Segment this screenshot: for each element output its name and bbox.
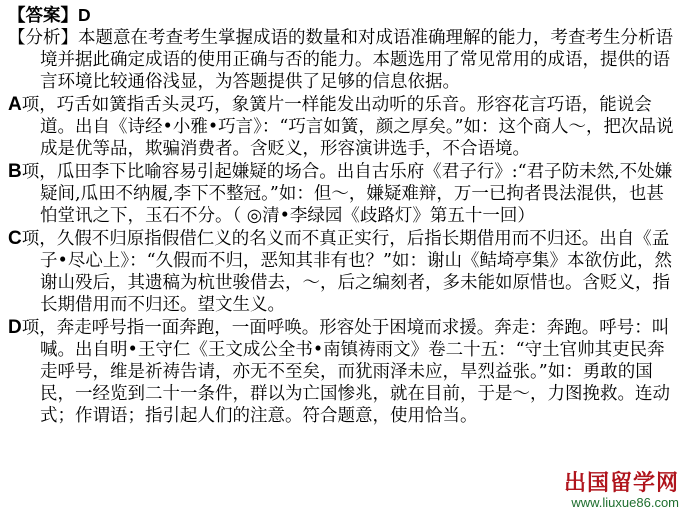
watermark-url: www.liuxue86.com <box>571 495 679 510</box>
option-c-suffix: 项， <box>21 229 57 249</box>
watermark-title: 出国留学网 <box>563 471 679 496</box>
option-d-suffix: 项， <box>21 318 57 338</box>
analysis-text: 本题意在考查考生掌握成语的数量和对成语准确理解的能力，考查考生分析语境并据此确定成语的使用正确与否的能力。本题选用了常见常用的成语，提供的语言环境比较通俗浅显，为答题提供了足够的信息依据。 <box>40 28 673 92</box>
option-b-paragraph <box>8 161 680 227</box>
analysis-label: 【分析】 <box>8 28 78 48</box>
answer-value: D <box>78 5 91 25</box>
answer-line <box>8 4 680 27</box>
document-body <box>8 4 680 427</box>
answer-label: 【答案】 <box>8 6 78 26</box>
option-b-suffix: 项， <box>21 162 57 182</box>
option-c-letter: C <box>8 228 22 249</box>
option-a-letter: A <box>8 94 22 115</box>
option-d-text: 奔走呼号指一面奔跑，一面呼唤。形容处于困境而求援。奔走：奔跑。呼号：叫喊。出自明•王守仁《王文成公全书•南镇祷雨文》卷二十五：“守土官帅其吏民奔走呼号，维是祈祷告请，亦无不至矣，而犹雨泽未应，旱烈益张。”如：勇敢的国民，一经览到二十一条件，群以为亡国惨兆，就在目前，于是～，力图挽救。连动式；作谓语；指引起人们的注意。符合题意，使用恰当。 <box>40 318 670 426</box>
option-a-text: 巧舌如簧指舌头灵巧，象簧片一样能发出动听的乐音。形容花言巧语，能说会道。出自《诗经•小雅•巧言》：“巧言如簧，颜之厚矣。”如：这个商人～，把次品说成是优等品，欺骗消费者。含贬义，形容演讲选手，不合语境。 <box>40 95 674 159</box>
option-b-text: 瓜田李下比喻容易引起嫌疑的场合。出自古乐府《君子行》:“君子防未然,不处嫌疑间,瓜田不纳履,李下不整冠。”如：但～，嫌疑难辩，万一已拘者畏法混供，也甚怕堂讯之下，玉石不分。（ ◎清•李绿园《歧路灯》第五十一回） <box>40 162 673 226</box>
option-a-suffix: 项， <box>21 95 57 115</box>
watermark-logo <box>564 472 679 510</box>
option-b-letter: B <box>8 161 22 182</box>
option-c-text: 久假不归原指假借仁义的名义而不真正实行，后指长期借用而不归还。出自《孟子•尽心上》：“久假而不归，恶知其非有也？”如：谢山《鲒埼亭集》本欲仿此，然谢山殁后，其遗稿为杭世骏借去，～，后之编刻者，多未能如原惜也。含贬义，指长期借用而不归还。望文生义。 <box>40 229 672 315</box>
analysis-paragraph <box>8 27 680 93</box>
option-c-paragraph <box>8 228 680 316</box>
option-d-letter: D <box>8 317 22 338</box>
option-d-paragraph <box>8 317 680 427</box>
option-a-paragraph <box>8 94 680 160</box>
